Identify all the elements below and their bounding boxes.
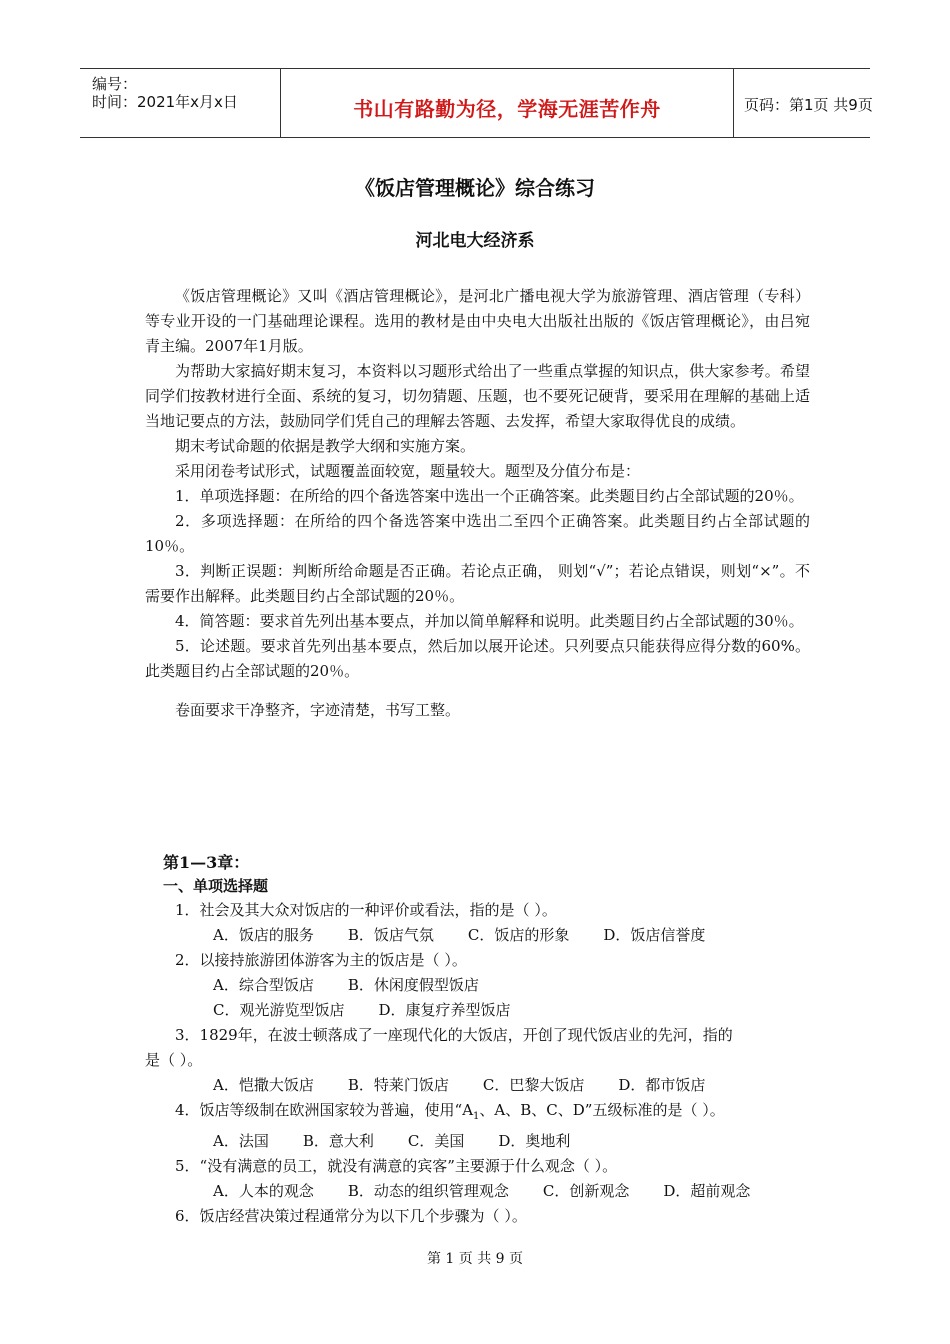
option-a: A．恺撒大饭店	[213, 1076, 314, 1094]
page-info: 页码：第1页 共9页	[744, 96, 873, 114]
question-2: 2．以接持旅游团体游客为主的饭店是（ ）。	[175, 951, 467, 969]
option-c: C．观光游览型饭店	[213, 1001, 345, 1019]
option-b: B．休闲度假型饭店	[347, 976, 479, 994]
number-label: 编号：	[92, 75, 138, 93]
exam-type-item: 4．简答题：要求首先列出基本要点，并加以简单解释和说明。此类题目约占全部试题的30％。	[175, 612, 804, 630]
question-4	[145, 1098, 815, 1129]
closing-note: 卷面要求干净整齐，字迹清楚，书写工整。	[175, 701, 461, 719]
question-3: 3．1829年，在波士顿落成了一座现代化的大饭店，开创了现代饭店业的先河，指的	[175, 1026, 733, 1044]
option-b: B．动态的组织管理观念	[347, 1182, 509, 1200]
option-a: A．法国	[213, 1132, 269, 1150]
option-b: B．意大利	[302, 1132, 374, 1150]
intro-paragraph: 期末考试命题的依据是教学大纲和实施方案。	[175, 437, 476, 455]
option-a: A．人本的观念	[213, 1182, 314, 1200]
exam-type-item: 1．单项选择题：在所给的四个备选答案中选出一个正确答案。此类题目约占全部试题的20％。	[175, 487, 804, 505]
question-2-options-row2	[145, 998, 815, 1023]
document-title: 《饭店管理概论》综合练习	[355, 176, 595, 200]
question-1: 1．社会及其大众对饭店的一种评价或看法，指的是（ ）。	[175, 901, 557, 919]
option-c: C．美国	[407, 1132, 465, 1150]
question-1-options	[145, 923, 815, 948]
question-2-options-row1	[145, 973, 815, 998]
question-3-options	[145, 1073, 815, 1098]
option-d: D．都市饭店	[618, 1076, 706, 1094]
section-heading: 一、单项选择题	[163, 877, 269, 895]
page-footer: 第 1 页 共 9 页	[426, 1251, 524, 1267]
date-line: 时间：2021年x月x日	[92, 93, 238, 111]
question-4-text-b: 、A、B、C、D”五级标准的是（ ）。	[479, 1101, 725, 1119]
option-b: B．饭店气氛	[347, 926, 434, 944]
option-b: B．特莱门饭店	[347, 1076, 449, 1094]
chapter-heading: 第1—3章：	[163, 853, 250, 872]
question-4-subscript: 1	[473, 1111, 480, 1122]
option-a: A．饭店的服务	[213, 926, 314, 944]
option-c: C．饭店的形象	[467, 926, 570, 944]
option-d: D．奥地利	[498, 1132, 571, 1150]
question-4-text-a: 4．饭店等级制在欧洲国家较为普遍，使用“A	[175, 1101, 474, 1119]
spacer	[145, 684, 810, 698]
header-table	[80, 68, 873, 138]
option-d: D．超前观念	[663, 1182, 751, 1200]
motto-text: 书山有路勤为径，学海无涯苦作舟	[353, 97, 661, 121]
option-a: A．综合型饭店	[213, 976, 314, 994]
header-motto-cell	[281, 69, 734, 137]
header-meta-cell	[80, 69, 281, 137]
question-5-options	[145, 1179, 815, 1204]
header-page-cell	[734, 69, 873, 137]
exam-type-item: 3．判断正误题：判断所给命题是否正确。若论点正确， 则划“√”；若论点错误，则划“×”。不需要作出解释。此类题目约占全部试题的20％。	[145, 562, 810, 605]
exam-type-item: 2．多项选择题：在所给的四个备选答案中选出二至四个正确答案。此类题目约占全部试题的10％。	[145, 512, 810, 555]
option-d: D．饭店信誉度	[603, 926, 706, 944]
question-list	[145, 898, 815, 1229]
intro-paragraph: 《饭店管理概论》又叫《酒店管理概论》，是河北广播电视大学为旅游管理、酒店管理（专科）等专业开设的一门基础理论课程。选用的教材是由中央电大出版社出版的《饭店管理概论》，由吕宛青主编。2007年1月版。	[145, 287, 810, 355]
option-c: C．巴黎大饭店	[482, 1076, 585, 1094]
question-6: 6．饭店经营决策过程通常分为以下几个步骤为（ ）。	[175, 1207, 527, 1225]
option-c: C．创新观念	[542, 1182, 630, 1200]
option-d: D．康复疗养型饭店	[378, 1001, 511, 1019]
question-4-options	[145, 1129, 815, 1154]
exam-type-item: 5．论述题。要求首先列出基本要点，然后加以展开论述。只列要点只能获得应得分数的60%。此类题目约占全部试题的20％。	[145, 637, 810, 680]
document-subtitle: 河北电大经济系	[415, 231, 535, 251]
intro-paragraph: 采用闭卷考试形式，试题覆盖面较宽，题量较大。题型及分值分布是：	[175, 462, 641, 480]
question-5: 5．“没有满意的员工，就没有满意的宾客”主要源于什么观念（ ）。	[175, 1157, 618, 1175]
intro-body	[145, 284, 810, 723]
intro-paragraph: 为帮助大家搞好期末复习，本资料以习题形式给出了一些重点掌握的知识点，供大家参考。希望同学们按教材进行全面、系统的复习，切勿猜题、压题，也不要死记硬背，要采用在理解的基础上适当地记要点的方法，鼓励同学们凭自己的理解去答题、去发挥，希望大家取得优良的成绩。	[145, 362, 810, 430]
question-3-continued: 是（ ）。	[145, 1051, 203, 1069]
